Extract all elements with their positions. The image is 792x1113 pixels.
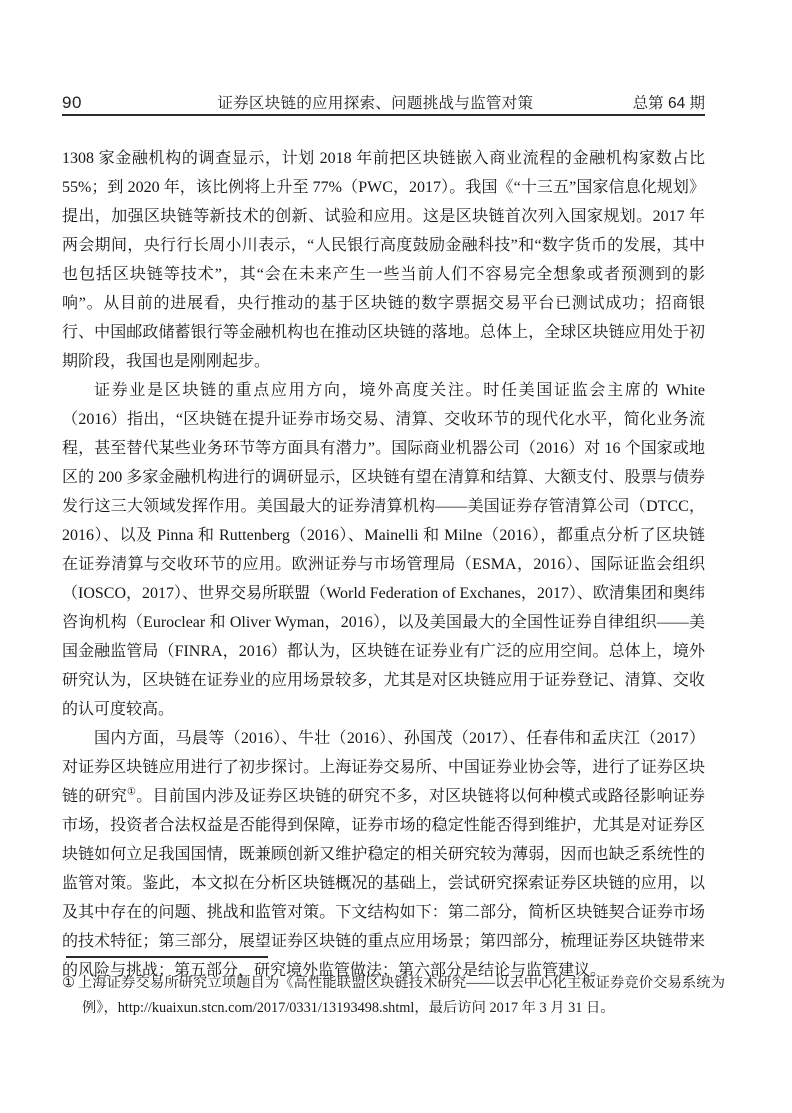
paragraph-domestic-text-after-note: 。目前国内涉及证券区块链的研究不多，对区块链将以何种模式或路径影响证券市场，投资者合法权益是否能得到保障，证券市场的稳定性能否得到维护，尤其是对证券区块链如何立足我国国情，既兼顾创新又维护稳定的相关研究较为薄弱，因而也缺乏系统性的监管对策。鉴此，本文拟在分析区块链概况的基础上，尝试研究探索证券区块链的应用，以及其中存在的问题、挑战和监管对策。下文结构如下：第二部分，简析区块链契合证券市场的技术特征；第三部分，展望证券区块链的重点应用场景；第四部分，梳理证券区块链带来的风险与挑战；第五部分，研究境外监管做法；第六部分是结论与监管建议。 xyxy=(62,788,705,979)
page-number: 90 xyxy=(62,93,82,112)
paragraph-global-progress: 1308 家金融机构的调查显示，计划 2018 年前把区块链嵌入商业流程的金融机构家数占比 55%；到 2020 年，该比例将上升至 77%（PWC，2017）。我国《“十三五”国家信息化规划》提出，加强区块链等新技术的创新、试验和应用。这是区块链首次列入国家规划。2017 年两会期间，央行行长周小川表示，“人民银行高度鼓励金融科技”和“数字货币的发展，其中也包括区块链等技术”，其“会在未来产生一些当前人们不容易完全想象或者预测到的影响”。从目前的进展看，央行推动的基于区块链的数字票据交易平台已测试成功；招商银行、中国邮政储蓄银行等金融机构也在推动区块链的落地。总体上，全球区块链应用处于初期阶段，我国也是刚刚起步。 xyxy=(62,150,705,370)
footnote-reference-marker: ① xyxy=(127,786,137,798)
issue-number: 总第 64 期 xyxy=(632,95,705,112)
footnote xyxy=(62,971,725,1021)
header-rule xyxy=(62,114,705,116)
page-header xyxy=(62,91,705,113)
paragraph-domestic-research xyxy=(62,724,705,985)
article-body xyxy=(62,144,705,985)
paragraph-overseas-research: 证券业是区块链的重点应用方向，境外高度关注。时任美国证监会主席的 White（2016）指出，“区块链在提升证券市场交易、清算、交收环节的现代化水平，简化业务流程，甚至替代某些业务环节等方面具有潜力”。国际商业机器公司（2016）对 16 个国家或地区的 200 多家金融机构进行的调研显示，区块链有望在清算和结算、大额支付、股票与债券发行这三大领域发挥作用。美国最大的证券清算机构——美国证券存管清算公司（DTCC，2016）、以及 Pinna 和 Ruttenberg（2016）、Mainelli 和 Milne（2016），都重点分析了区块链在证券清算与交收环节的应用。欧洲证券与市场管理局（ESMA，2016）、国际证监会组织（IOSCO，2017）、世界交易所联盟（World Federation of Exchanes，2017）、欧清集团和奥纬咨询机构（Euroclear 和 Oliver Wyman，2016），以及美国最大的全国性证券自律组织——美国金融监管局（FINRA，2016）都认为，区块链在证券业有广泛的应用空间。总体上，境外研究认为，区块链在证券业的应用场景较多，尤其是对区块链应用于证券登记、清算、交收的认可度较高。 xyxy=(62,382,705,718)
footnote-marker: ① xyxy=(62,975,75,991)
paragraph-domestic-text-before-note: 国内方面，马晨等（2016）、牛壮（2016）、孙国茂（2017）、任春伟和孟庆江（2017）对证券区块链应用进行了初步探讨。上海证券交易所、中国证券业协会等，进行了证券区块链的研究 xyxy=(62,730,705,805)
running-title: 证券区块链的应用探索、问题挑战与监管对策 xyxy=(217,95,534,112)
footnote-text: 上海证券交易所研究立项题目为《高性能联盟区块链技术研究——以去中心化主板证券竞价交易系统为例》，http://kuaixun.stcn.com/2017/0331/13193498.shtml，最后访问 2017 年 3 月 31 日。 xyxy=(77,975,725,1016)
footnote-separator-rule xyxy=(66,956,268,958)
